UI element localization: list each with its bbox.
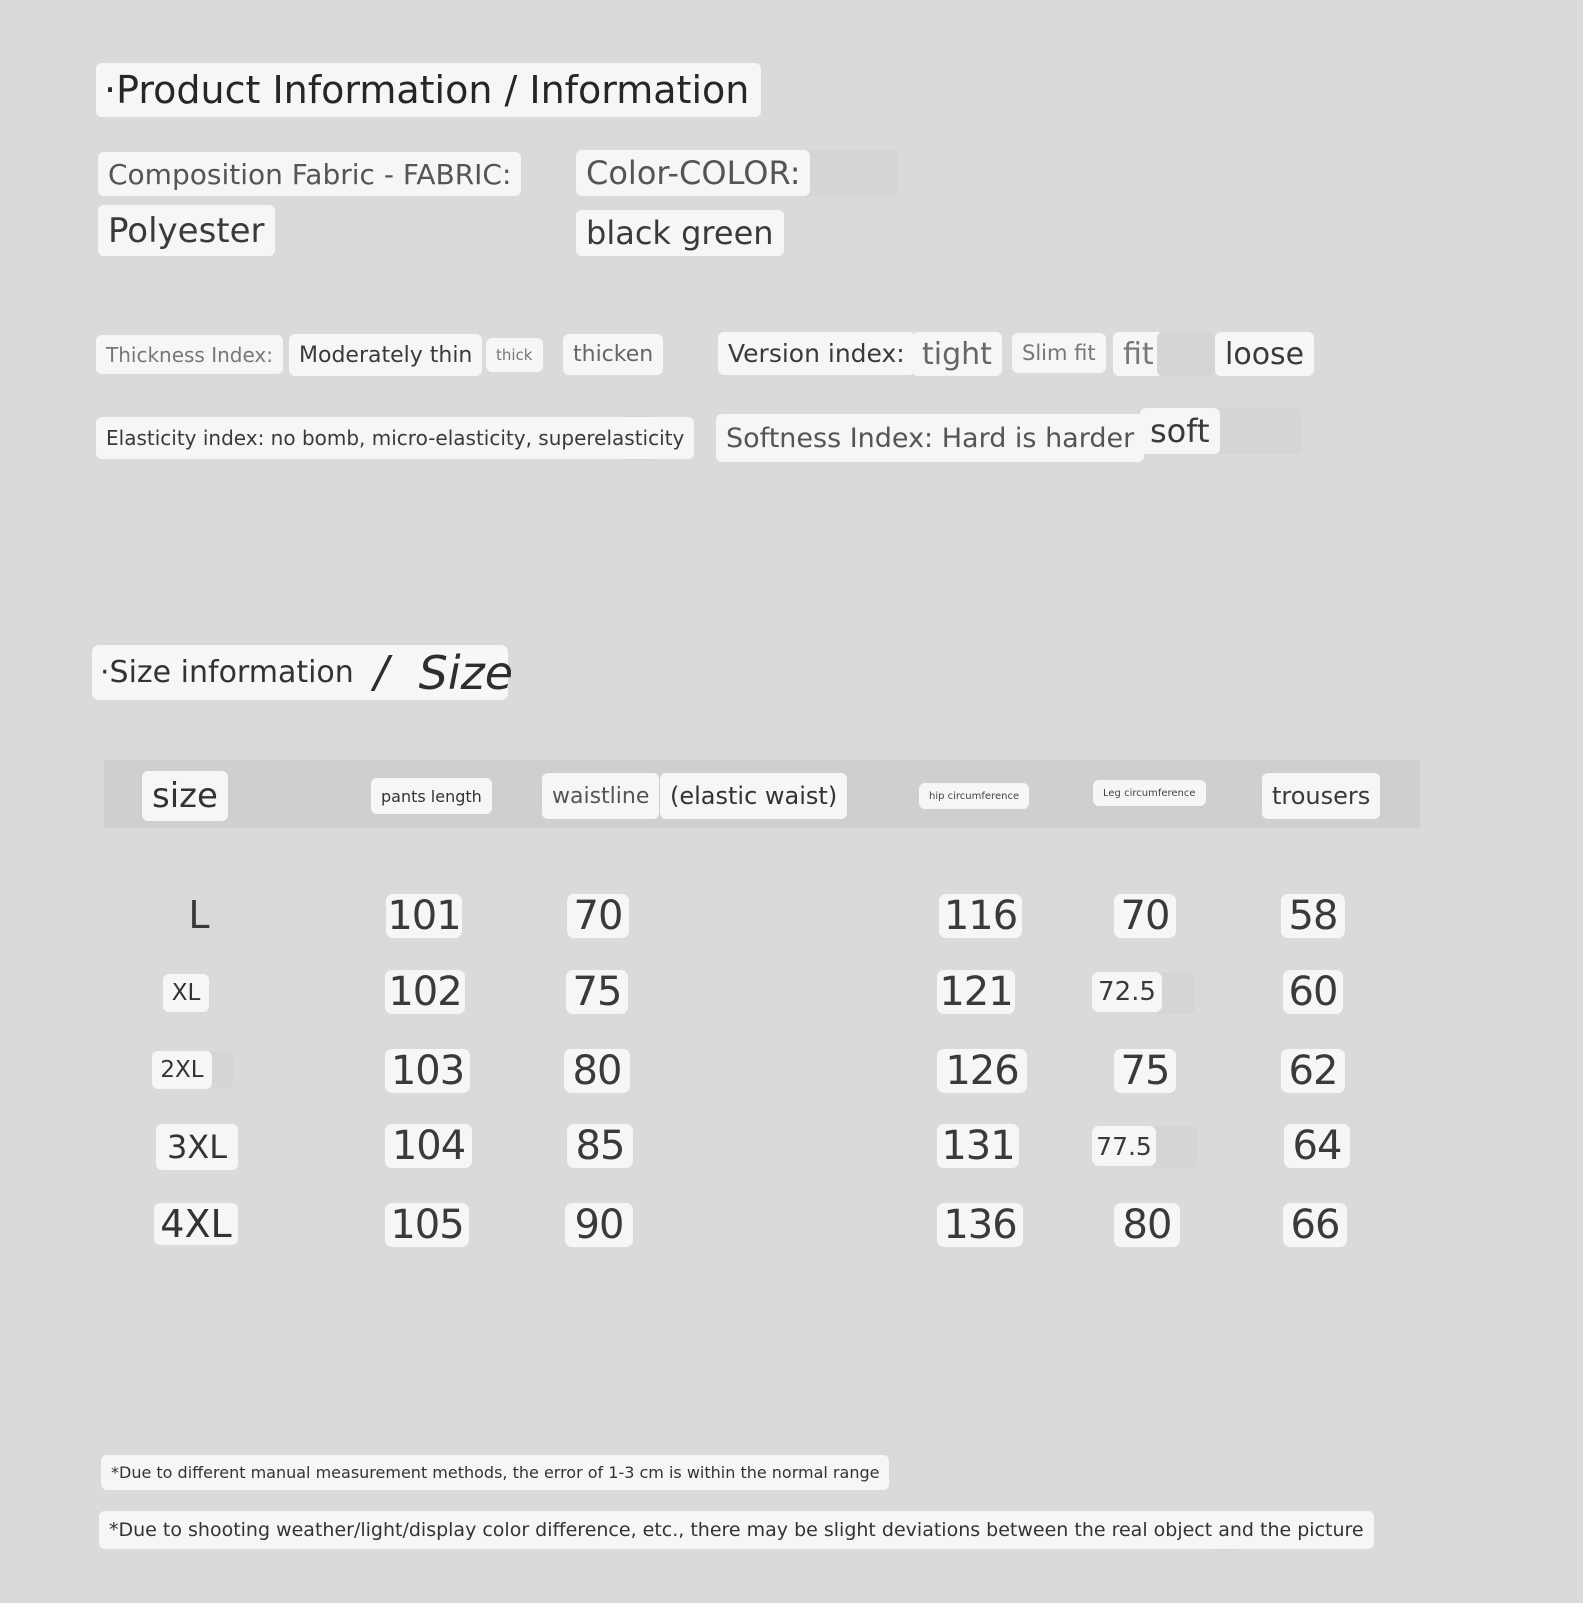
thickness-option-thicken: thicken [563, 334, 663, 375]
header-waistline: waistline [542, 773, 659, 819]
leg-circumference-cell: 70 [1114, 894, 1176, 938]
pants-length-cell: 103 [385, 1049, 470, 1093]
size-info-title [92, 645, 514, 700]
pants-length-cell: 105 [385, 1203, 469, 1247]
thickness-option-thick: thick [486, 338, 543, 372]
version-option-loose: loose [1215, 332, 1314, 376]
header-size: size [142, 771, 228, 821]
waistline-cell: 75 [566, 970, 628, 1014]
header-hip-circumference: hip circumference [919, 783, 1029, 809]
size-cell-3XL: 3XL [156, 1124, 238, 1170]
elasticity-index: Elasticity index: no bomb, micro-elasticity, superelasticity [96, 417, 694, 459]
leg-circumference-cell: 80 [1114, 1203, 1180, 1247]
waistline-cell: 85 [567, 1124, 633, 1168]
header-pants-length: pants length [371, 778, 492, 814]
waistline-cell: 90 [565, 1203, 633, 1247]
size-info-title-size: Size [418, 645, 514, 700]
thickness-option-moderately-thin: Moderately thin [289, 334, 482, 376]
size-info-title-slash: / [373, 647, 389, 698]
size-cell-L: L [188, 893, 210, 937]
size-cell-XL: XL [163, 974, 209, 1012]
hip-circumference-cell: 126 [937, 1049, 1027, 1093]
hip-circumference-cell: 131 [937, 1124, 1019, 1168]
header-elastic-waist: (elastic waist) [660, 773, 847, 819]
color-value: black green [576, 210, 784, 256]
hip-circumference-cell: 121 [937, 970, 1015, 1014]
leg-circumference-cell: 72.5 [1092, 972, 1162, 1012]
leg-circumference-cell: 77.5 [1092, 1126, 1156, 1166]
pants-length-cell: 104 [385, 1124, 472, 1168]
trousers-cell: 60 [1283, 970, 1343, 1014]
trousers-cell: 66 [1283, 1203, 1347, 1247]
thickness-label: Thickness Index: [96, 335, 283, 374]
size-cell-4XL: 4XL [154, 1203, 238, 1245]
version-label: Version index: [718, 332, 915, 375]
hip-circumference-cell: 116 [939, 894, 1022, 938]
version-option-tight: tight [912, 332, 1002, 376]
fabric-label: Composition Fabric - FABRIC: [98, 152, 521, 196]
leg-circumference-cell: 75 [1114, 1049, 1176, 1093]
note-color-deviation: *Due to shooting weather/light/display color difference, etc., there may be slight deviations between the real object and the picture [99, 1511, 1374, 1549]
version-option-slim-fit: Slim fit [1012, 333, 1106, 373]
trousers-cell: 58 [1281, 894, 1345, 938]
pants-length-cell: 102 [385, 970, 465, 1014]
softness-label: Softness Index: Hard is harder [716, 414, 1144, 462]
waistline-cell: 70 [567, 894, 629, 938]
color-label: Color-COLOR: [576, 150, 810, 196]
pants-length-cell: 101 [387, 893, 461, 939]
header-trousers: trousers [1262, 773, 1380, 819]
waistline-cell: 80 [564, 1049, 630, 1093]
header-leg-circumference: Leg circumference [1093, 780, 1206, 806]
size-info-title-text: ·Size information [100, 655, 354, 690]
softness-option-soft: soft [1140, 408, 1220, 454]
hip-circumference-cell: 136 [937, 1203, 1023, 1247]
product-info-title: ·Product Information / Information [96, 63, 761, 117]
version-option-fit: fit [1113, 332, 1164, 376]
trousers-cell: 62 [1281, 1049, 1345, 1093]
trousers-cell: 64 [1284, 1124, 1350, 1168]
size-cell-2XL: 2XL [152, 1051, 212, 1089]
note-measurement-error: *Due to different manual measurement methods, the error of 1-3 cm is within the normal range [101, 1455, 889, 1490]
fabric-value: Polyester [98, 205, 275, 256]
